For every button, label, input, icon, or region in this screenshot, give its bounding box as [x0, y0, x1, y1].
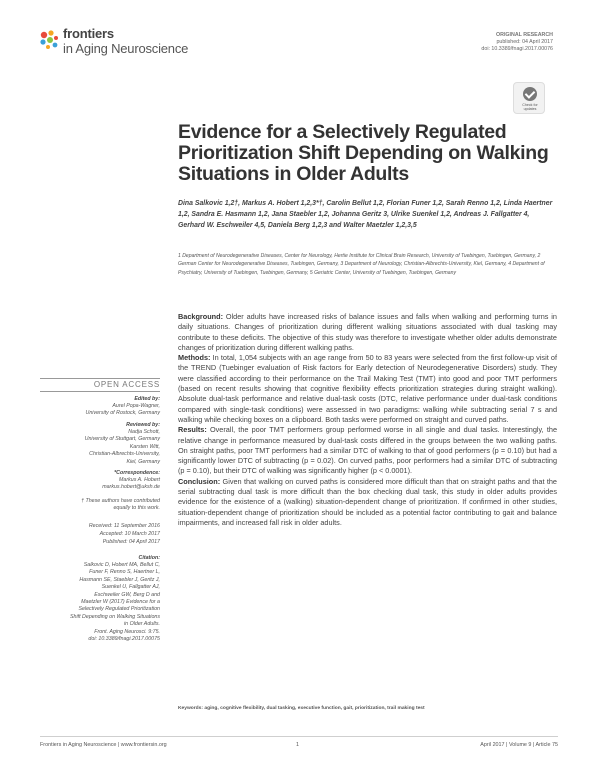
reviewed-by: Nadja Schott, University of Stuttgart, Germany Karsten Witt, Christian-Albrechts-University, Kiel, Germany — [84, 429, 160, 465]
footer-volume: April 2017 | Volume 9 | Article 75 — [480, 742, 558, 748]
check-icon — [523, 87, 537, 101]
keywords: Keywords: aging, cognitive flexibility, dual tasking, executive function, gait, prioritization, trail making test — [178, 706, 425, 711]
reviewed-by-label: Reviewed by: — [126, 422, 160, 428]
edited-by-label: Edited by: — [134, 396, 160, 402]
check-for-updates-button[interactable] — [513, 82, 545, 114]
open-access-rule-bottom — [40, 391, 160, 392]
article-type: ORIGINAL RESEARCH — [496, 32, 553, 38]
equal-contribution-note: † These authors have contributed equally to this work. — [81, 498, 160, 512]
accepted-date: Accepted: 10 March 2017 — [99, 531, 160, 537]
footer-journal[interactable]: Frontiers in Aging Neuroscience | www.frontiersin.org — [40, 742, 167, 748]
published-date: published: 04 April 2017 — [496, 39, 553, 45]
citation: Salkovic D, Hobert MA, Bellut C, Funer F, Renno S, Haertner L, Hasmann SE, Staebler J, Geritz J, Suenkel U, Fallgatter AJ, Eschweiler GW, Berg D and Maetzler W (2017) Evidence for a Selectively Regulated Prioritization Shift Depending on Walking Situations in Older Adults. Front. Aging Neurosci. 9:75. doi: 10.3389/fnagi.2017.00075 — [69, 562, 160, 643]
check-label-1: Check for — [522, 103, 538, 107]
affiliations: 1 Department of Neurodegenerative Diseases, Center for Neurology, Hertie Institute for Clinical Brain Research, University of Tuebingen, Tuebingen, Germany, 2 German Center for Neurodegenerative Diseases, Tuebingen, Germany, 3 Department of Neurology, Christian-Albrechts-University, Kiel, Germany, 4 Department of Psychiatry, University of Tuebingen, Tuebingen, Germany, 5 Geriatric Center, University of Tuebingen, Tuebingen, Germany — [178, 253, 545, 276]
abstract — [178, 312, 557, 528]
abstract-background: Background: Older adults have increased risks of balance issues and falls when walking and performing turns in daily situations. Changes of prioritization during different walking situations associated with dual tasking may contribute to these deficits. The objective of this study was therefore to investigate whether older adults demonstrate changes of prioritization during different walking paths. — [178, 312, 557, 352]
article-title: Evidence for a Selectively Regulated Prioritization Shift Depending on Walking Situations in Older Adults — [178, 121, 549, 185]
page-number: 1 — [296, 742, 299, 748]
citation-label: Citation: — [138, 555, 160, 561]
frontiers-logo-icon — [38, 29, 60, 51]
author-list: Dina Salkovic 1,2†, Markus A. Hobert 1,2,3*†, Carolin Bellut 1,2, Florian Funer 1,2, Sarah Renno 1,2, Linda Haertner 1,2, Sandra E. Hasmann 1,2, Jana Staebler 1,2, Johanna Geritz 3, Ulrike Suenkel 1,2, Andreas J. Fallgatter 4, Gerhard W. Eschweiler 4,5, Daniela Berg 1,2,3 and Walter Maetzler 1,2,3,5 — [178, 200, 553, 229]
doi-link[interactable]: doi: 10.3389/fnagi.2017.00076 — [481, 46, 553, 52]
journal-name: in Aging Neuroscience — [63, 41, 189, 56]
correspondence[interactable]: Markus A. Hobert markus.hobert@uksh.de — [102, 477, 160, 491]
open-access-label: OPEN ACCESS — [93, 380, 160, 389]
check-label-2: updates — [523, 107, 537, 111]
published-date-side: Published: 04 April 2017 — [102, 539, 160, 545]
journal-brand: frontiers — [63, 26, 114, 41]
footer-rule — [40, 736, 558, 737]
edited-by: Aurel Popa-Wagner, University of Rostock, Germany — [85, 403, 160, 417]
correspondence-label: *Correspondence: — [114, 470, 160, 476]
open-access-rule — [40, 378, 160, 379]
abstract-methods: Methods: In total, 1,054 subjects with an age range from 50 to 83 years were selected from the first follow-up visit of the TREND (Tuebinger evaluation of Risk factors for Early detection of Neurodegenerative Disorders) study. They were classified according to their performance on the Trail Making Test (TMT) into good and poor TMT performers (based on recent results showing that cognitive flexibility effects prioritization strategies during straight walking). Absolute dual-task performance and relative dual-task costs (DTC, relative performance under dual-task conditions compared with single-task conditions) were assessed in two paradigms: walking while subtracting serial 7 s and walking while checking boxes on a clipboard. Both tasks were performed on straight and curved paths. — [178, 353, 557, 424]
abstract-conclusion: Conclusion: Given that walking on curved paths is considered more difficult than that on straight paths and that the serial subtracting dual task is more difficult than the box checking dual task, this study in older adults provides evidence for the existence of a (walking) situation-dependent change of prioritization. If confirmed in other studies, situation-dependent change of prioritization should be included as a potential factor contributing to gait and balance impairments, and increased fall risk in older adults. — [178, 476, 557, 527]
abstract-results: Results: Overall, the poor TMT performers group performed worse in all single and dual tasks. Interestingly, the relative change in performance measured by dual-task costs differed in the groups between the two walking paths. On straight paths, poor TMT performers had a similar DTC of walking to that of good performers (p = 0.10) but had a significantly lower DTC of subtracting (p = 0.02). On curved paths, poor performers had a similar DTC of subtracting (p = 0.10), but their DTC of walking was significantly higher (p < 0.0001). — [178, 425, 558, 476]
received-date: Received: 11 September 2016 — [88, 523, 160, 529]
